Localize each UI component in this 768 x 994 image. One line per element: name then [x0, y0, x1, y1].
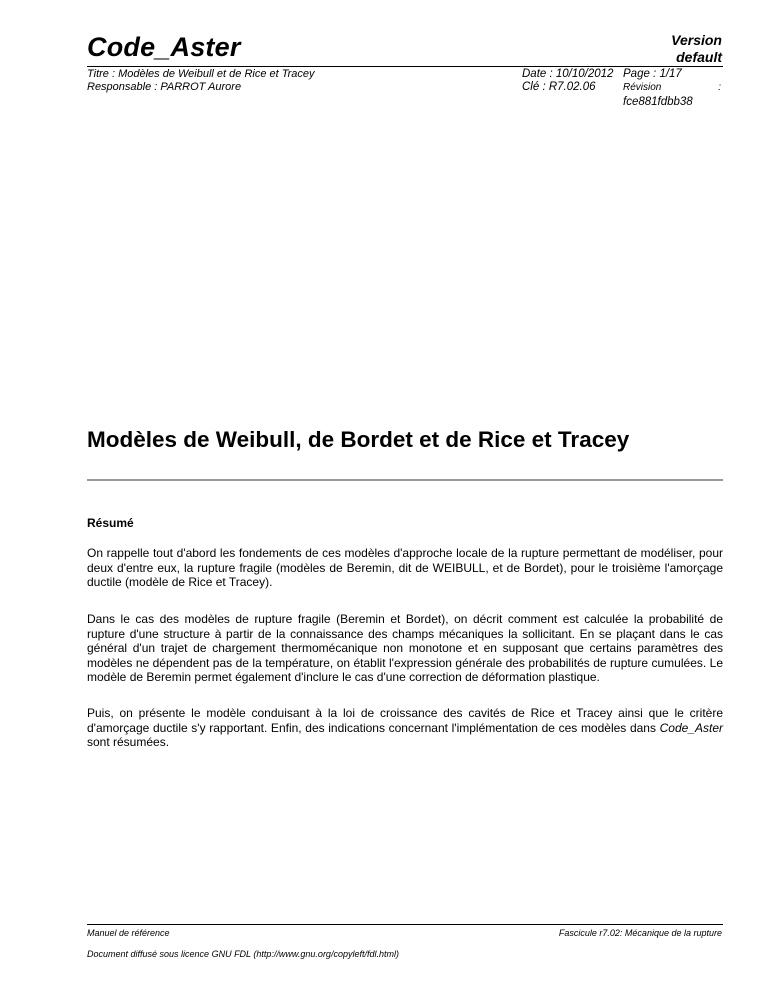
paragraph-3-end: sont résumées.	[87, 735, 170, 749]
revision-colon: :	[718, 82, 721, 93]
footer-divider	[87, 924, 723, 925]
paragraph-3-main: Puis, on présente le modèle conduisant à la loi de croissance des cavités de Rice et Tracey ainsi que le critère d'amorçage ductile s'y rapportant. Enfin, des indications concernant l'implémentation de ces modèles dans	[87, 706, 723, 735]
header-revision	[623, 81, 721, 94]
header-left	[87, 68, 315, 94]
code-aster-logo: Code_Aster	[87, 32, 241, 62]
title-divider	[87, 479, 723, 481]
version-block	[671, 32, 722, 66]
resume-paragraph-1: On rappelle tout d'abord les fondements de ces modèles d'approche locale de la rupture permettant de modéliser, pour deux d'entre eux, la rupture fragile (modèles de Beremin, dit de WEIBULL, et de Bordet), pour le troisième l'amorçage ductile (modèle de Rice et Tracey).	[87, 546, 723, 589]
header-page: Page : 1/17	[623, 68, 682, 80]
revision-hash: fce881fdbb38	[623, 96, 693, 108]
footer-licence: Document diffusé sous licence GNU FDL (http://www.gnu.org/copyleft/fdl.html)	[87, 949, 399, 959]
footer-fascicule: Fascicule r7.02: Mécanique de la rupture	[558, 928, 722, 938]
header-responsable: Responsable : PARROT Aurore	[87, 81, 242, 93]
version-label: Version	[671, 32, 722, 48]
revision-label: Révision	[623, 82, 662, 93]
header-right	[623, 68, 723, 109]
paragraph-3-code-aster: Code_Aster	[659, 720, 723, 735]
resume-paragraph-3	[87, 706, 723, 750]
resume-heading: Résumé	[87, 516, 134, 530]
header-middle	[522, 68, 613, 94]
document-title: Modèles de Weibull, de Bordet et de Rice et Tracey	[87, 427, 630, 452]
resume-paragraph-2: Dans le cas des modèles de rupture fragile (Beremin et Bordet), on décrit comment est calculée la probabilité de rupture d'une structure à partir de la connaissance des champs mécaniques la sollicitant. En se plaçant dans le cas général d'un trajet de chargement thermomécanique non monotone et en supposant que certains paramètres des modèles ne dépendent pas de la température, on établit l'expression générale des probabilités de rupture cumulées. Le modèle de Beremin permet également d'inclure le cas d'une correction de déformation plastique.	[87, 612, 723, 684]
header-cle: Clé : R7.02.06	[522, 81, 596, 93]
header-titre: Titre : Modèles de Weibull et de Rice et Tracey	[87, 68, 315, 80]
version-value: default	[676, 49, 722, 65]
header-date: Date : 10/10/2012	[522, 68, 614, 80]
footer-manual: Manuel de référence	[87, 928, 170, 938]
header-divider	[87, 66, 723, 67]
